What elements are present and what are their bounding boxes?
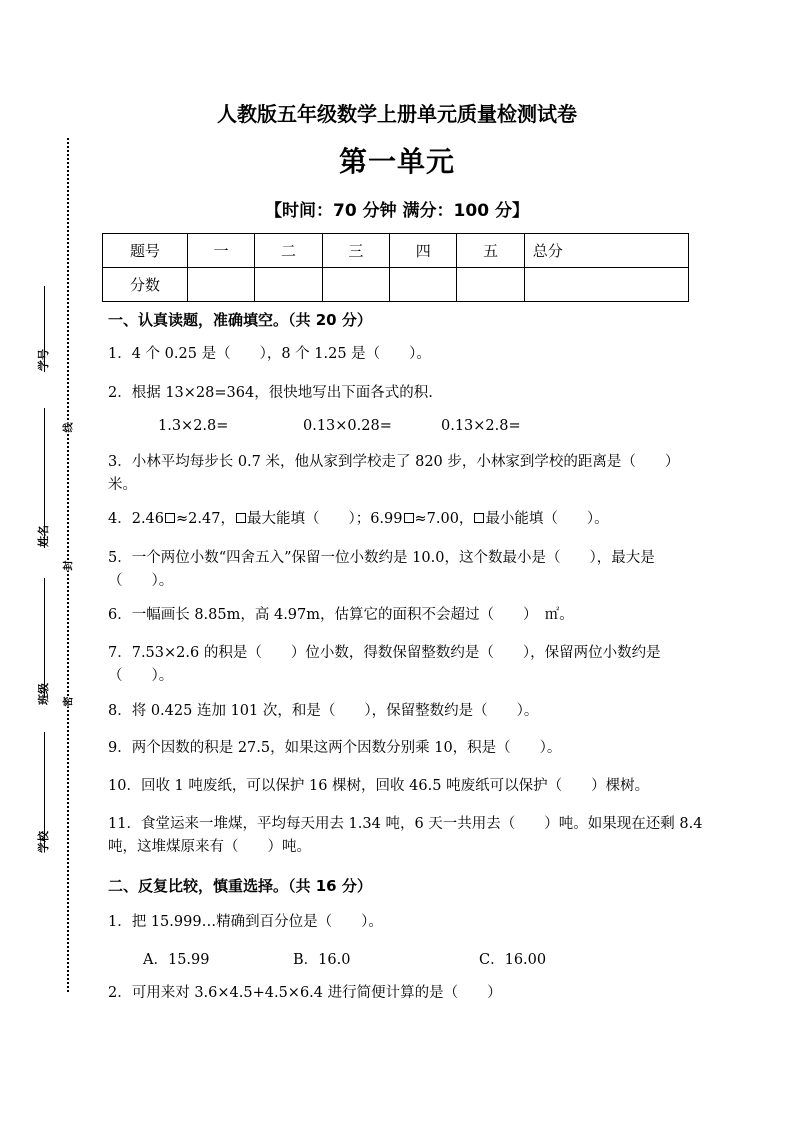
score-table bbox=[102, 233, 689, 302]
question-1-10: 10．回收 1 吨废纸，可以保护 16 棵树，回收 46.5 吨废纸可以保护（ ）棵树。 bbox=[108, 778, 650, 794]
option-2-1-a: A．15.99 bbox=[143, 952, 210, 968]
question-1-2-c: 0.13×2.8= bbox=[441, 418, 521, 434]
q4-part-e: 最小能填（ ）。 bbox=[485, 511, 609, 527]
binding-mark-secret: 密 bbox=[60, 697, 75, 707]
score-input-5[interactable] bbox=[457, 268, 524, 302]
question-1-7: 7．7.53×2.6 的积是（ ）位小数，得数保留整数约是（ ），保留两位小数约是（ ）。 bbox=[108, 645, 661, 684]
question-1-2-a: 1.3×2.8= bbox=[158, 418, 229, 434]
option-2-1-c: C．16.00 bbox=[479, 952, 547, 968]
score-cell-col4: 四 bbox=[390, 234, 457, 268]
blank-square-icon bbox=[404, 513, 414, 523]
score-input-3[interactable] bbox=[322, 268, 389, 302]
question-1-2-b: 0.13×0.28= bbox=[303, 418, 392, 434]
score-input-4[interactable] bbox=[390, 268, 457, 302]
student-id-label: 学号 bbox=[37, 349, 50, 371]
question-1-6: 6．一幅画长 8.85m，高 4.97m，估算它的面积不会超过（ ） ㎡。 bbox=[108, 607, 574, 623]
score-input-2[interactable] bbox=[255, 268, 322, 302]
score-cell-col1: 一 bbox=[188, 234, 255, 268]
score-cell-total: 总分 bbox=[524, 234, 688, 268]
school-label: 学校 bbox=[37, 831, 50, 853]
unit-title: 第一单元 bbox=[338, 145, 455, 178]
blank-square-icon bbox=[236, 513, 246, 523]
question-1-1: 1．4 个 0.25 是（ ），8 个 1.25 是（ ）。 bbox=[108, 346, 431, 362]
question-1-4 bbox=[108, 508, 708, 531]
question-1-8: 8．将 0.425 连加 101 次，和是（ ），保留整数约是（ ）。 bbox=[108, 703, 539, 719]
section1-title: 一、认真读题，准确填空。（共 20 分） bbox=[108, 311, 372, 329]
score-table-header-row bbox=[103, 234, 689, 268]
score-cell-col3: 三 bbox=[322, 234, 389, 268]
q4-part-d: ≈7.00， bbox=[414, 511, 474, 527]
q4-part-b: ≈2.47， bbox=[176, 511, 235, 527]
question-2-2: 2．可用来对 3.6×4.5+4.5×6.4 进行简便计算的是（ ） bbox=[108, 985, 502, 1001]
question-1-3: 3．小林平均每步长 0.7 米，他从家到学校走了 820 步，小林家到学校的距离是（ ）米。 bbox=[108, 454, 680, 493]
question-1-11: 11．食堂运来一堆煤，平均每天用去 1.34 吨，6 天一共用去（ ）吨。如果现在还剩 8.4 吨，这堆煤原来有（ ）吨。 bbox=[108, 816, 703, 855]
score-row-label: 分数 bbox=[103, 268, 188, 302]
binding-mark-line: 线 bbox=[60, 423, 75, 433]
exam-title: 人教版五年级数学上册单元质量检测试卷 bbox=[217, 102, 577, 126]
score-input-total[interactable] bbox=[524, 268, 688, 302]
class-line bbox=[44, 578, 45, 698]
question-1-9: 9．两个因数的积是 27.5，如果这两个因数分别乘 10，积是（ ）。 bbox=[108, 740, 562, 756]
q4-part-c: 最大能填（ ）；6.99 bbox=[246, 511, 403, 527]
blank-square-icon bbox=[165, 513, 175, 523]
blank-square-icon bbox=[474, 513, 484, 523]
score-cell-col5: 五 bbox=[457, 234, 524, 268]
question-2-1: 1．把 15.999…精确到百分位是（ ）。 bbox=[108, 914, 383, 930]
class-label: 班级 bbox=[37, 683, 50, 705]
section2-title: 二、反复比较，慎重选择。（共 16 分） bbox=[108, 877, 372, 895]
score-cell-col2: 二 bbox=[255, 234, 322, 268]
exam-info: 【时间：70 分钟 满分：100 分】 bbox=[265, 201, 529, 221]
q4-part-a: 4．2.46 bbox=[108, 511, 165, 527]
binding-mark-seal: 封 bbox=[60, 561, 75, 571]
question-1-2: 2．根据 13×28=364，很快地写出下面各式的积. bbox=[108, 385, 433, 401]
question-1-5: 5．一个两位小数“四舍五入”保留一位小数约是 10.0，这个数最小是（ ），最大是（ ）。 bbox=[108, 550, 655, 589]
score-input-1[interactable] bbox=[188, 268, 255, 302]
option-2-1-b: B．16.0 bbox=[293, 952, 351, 968]
score-cell-label: 题号 bbox=[103, 234, 188, 268]
name-label: 姓名 bbox=[37, 525, 50, 547]
score-table-score-row bbox=[103, 268, 689, 302]
